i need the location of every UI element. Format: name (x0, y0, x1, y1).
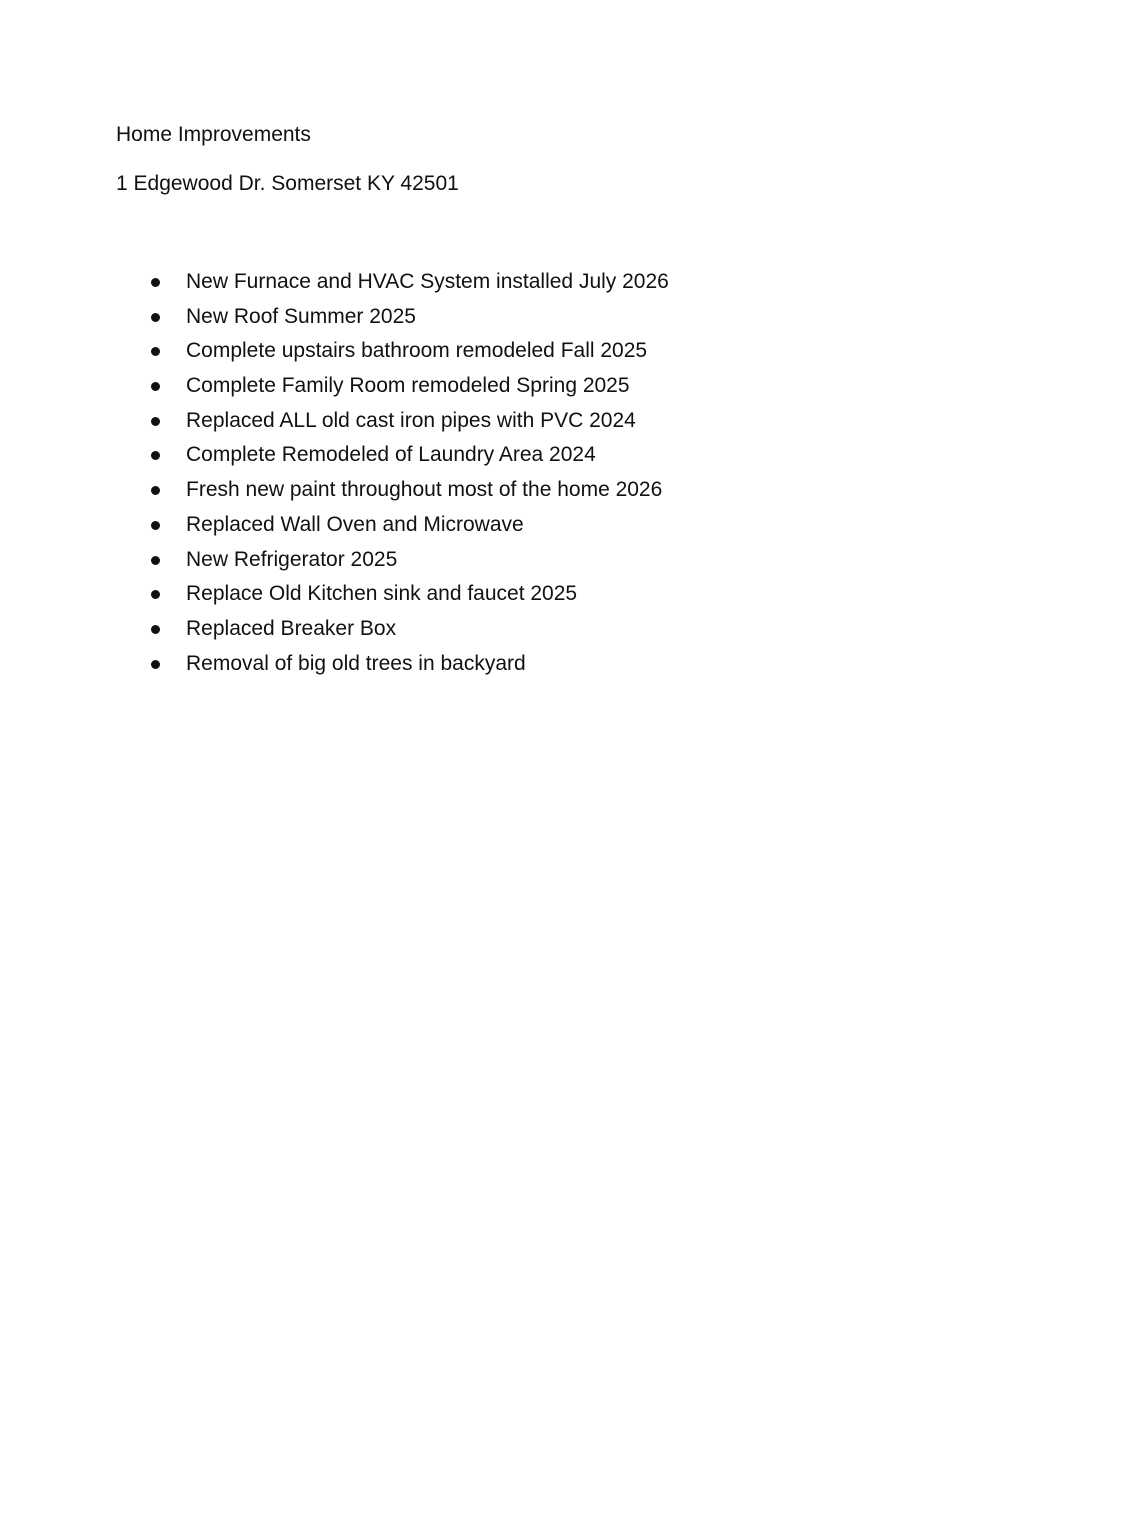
list-item-text: New Furnace and HVAC System installed July 2026 (186, 270, 669, 293)
property-address: 1 Edgewood Dr. Somerset KY 42501 (116, 172, 459, 195)
list-item-text: Complete upstairs bathroom remodeled Fall 2025 (186, 339, 648, 363)
bullet-icon (151, 313, 160, 322)
bullet-icon (151, 278, 160, 287)
list-item-text: New Roof Summer 2025 (186, 304, 416, 328)
bullet-icon (151, 556, 160, 565)
list-item-text: Replaced Breaker Box (186, 616, 397, 640)
bullet-icon (151, 625, 160, 634)
bullet-icon (151, 347, 160, 356)
bullet-icon (151, 660, 160, 669)
bullet-icon (151, 521, 160, 530)
list-item-text: Removal of big old trees in backyard (186, 651, 526, 675)
list-item-text: Replace Old Kitchen sink and faucet 2025 (186, 582, 578, 606)
list-item-text: Replaced ALL old cast iron pipes with PVC 2024 (186, 408, 636, 432)
list-item-text: Complete Remodeled of Laundry Area 2024 (186, 443, 596, 467)
bullet-icon (151, 417, 160, 426)
bullet-icon (151, 451, 160, 460)
bullet-icon (151, 590, 160, 599)
list-item-text: New Refrigerator 2025 (186, 547, 398, 571)
document-title: Home Improvements (116, 123, 311, 146)
list-item-text: Fresh new paint throughout most of the home 2026 (186, 478, 663, 502)
bullet-icon (151, 486, 160, 495)
list-item-text: Replaced Wall Oven and Microwave (186, 512, 524, 536)
list-item-text: Complete Family Room remodeled Spring 2025 (186, 374, 630, 398)
bullet-icon (151, 382, 160, 391)
